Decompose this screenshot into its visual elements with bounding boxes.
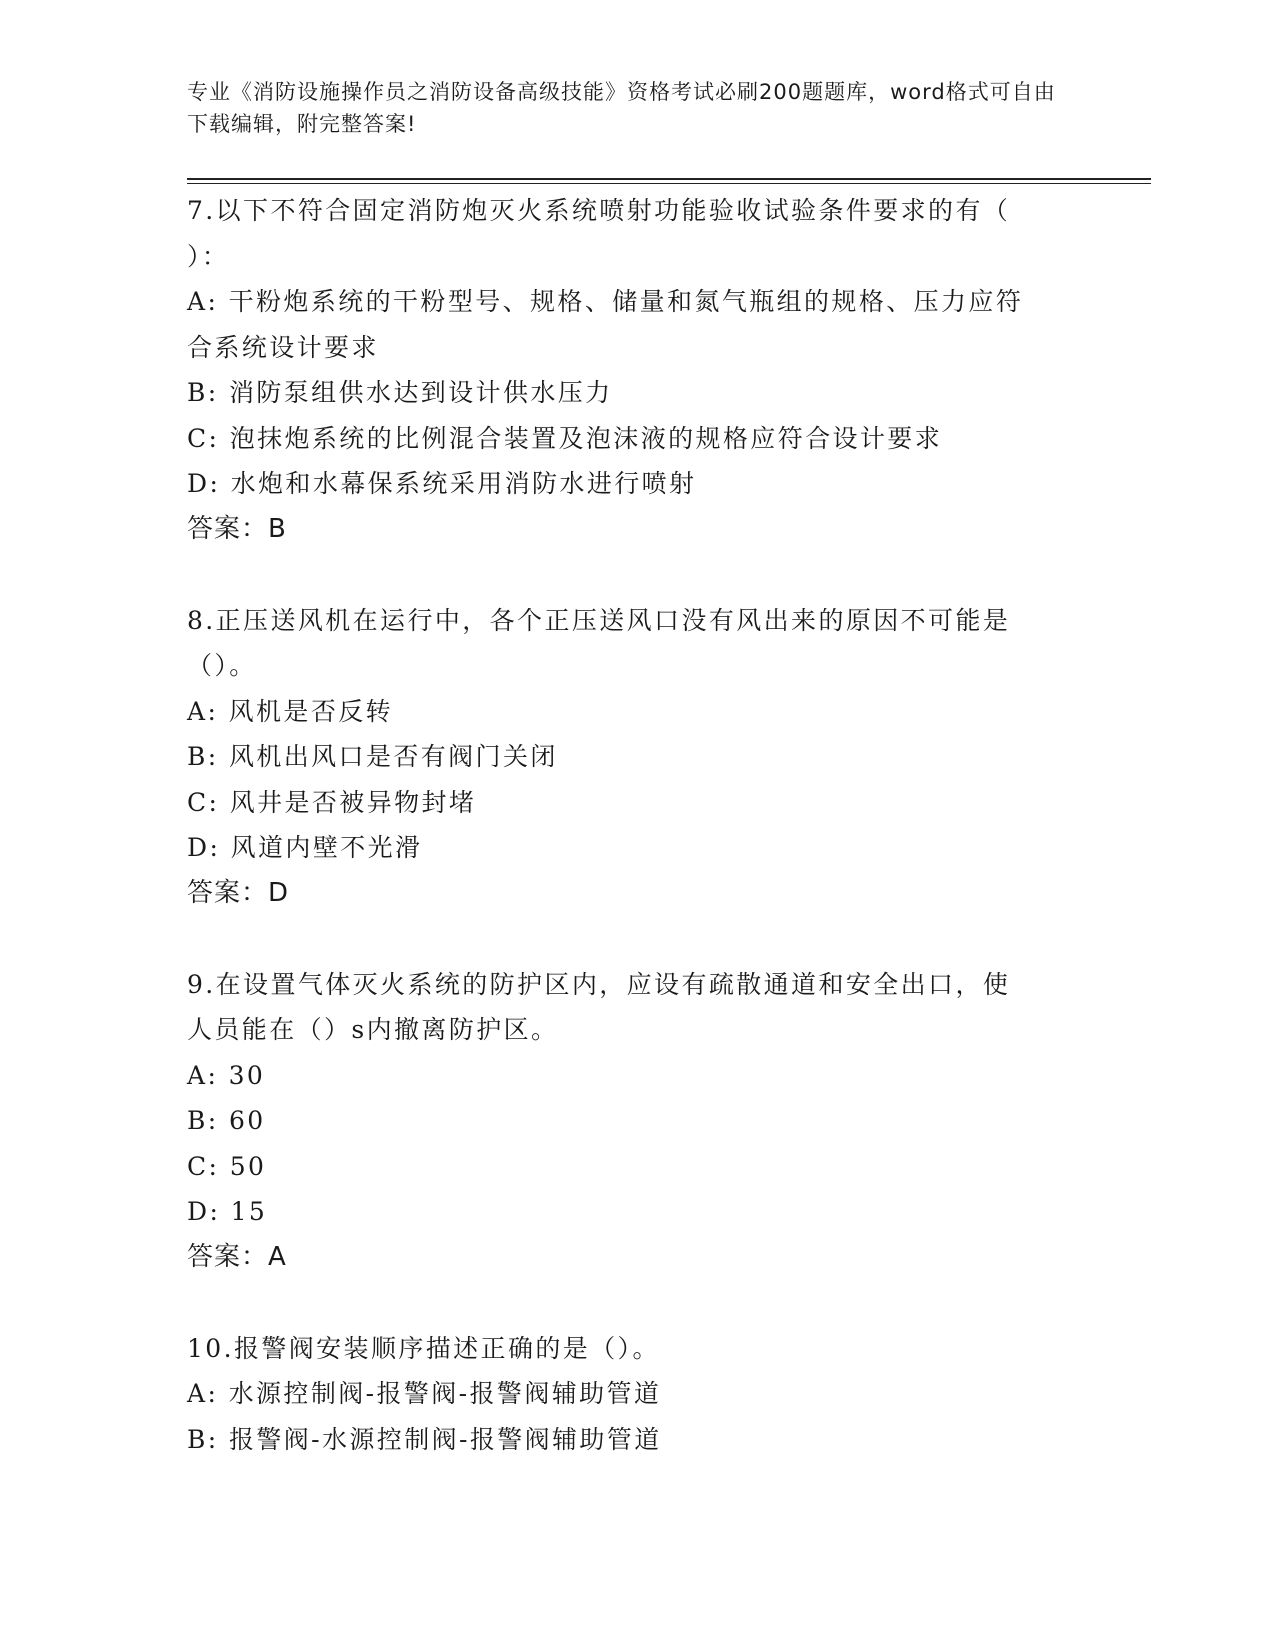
option-c: C: 泡抹炮系统的比例混合装置及泡沫液的规格应符合设计要求 — [187, 423, 943, 453]
question-list — [187, 188, 1087, 1462]
option-a: A: 干粉炮系统的干粉型号、规格、储量和氮气瓶组的规格、压力应符 合系统设计要求 — [187, 287, 1024, 362]
question-10 — [187, 1326, 1087, 1463]
question-spacer — [187, 552, 1087, 598]
answer: 答案：B — [187, 513, 287, 544]
question-spacer — [187, 1280, 1087, 1326]
option-d: D: 水炮和水幕保系统采用消防水进行喷射 — [187, 469, 697, 498]
option-c: C: 风井是否被异物封堵 — [187, 787, 477, 817]
header-divider-thick — [187, 178, 1151, 180]
option-b: B: 风机出风口是否有阀门关闭 — [187, 742, 558, 771]
question-9 — [187, 962, 1087, 1281]
answer: 答案：D — [187, 877, 290, 908]
option-b: B: 消防泵组供水达到设计供水压力 — [187, 378, 613, 407]
option-b: B: 报警阀-水源控制阀-报警阀辅助管道 — [187, 1424, 662, 1454]
option-a: A: 30 — [187, 1060, 266, 1090]
question-stem: 8.正压送风机在运行中，各个正压送风口没有风出来的原因不可能是 （）。 — [187, 605, 1011, 680]
answer: 答案：A — [187, 1241, 287, 1272]
question-spacer — [187, 916, 1087, 962]
option-d: D: 15 — [187, 1197, 268, 1226]
option-a: A: 风机是否反转 — [187, 696, 394, 726]
question-8 — [187, 598, 1087, 917]
option-a: A: 水源控制阀-报警阀-报警阀辅助管道 — [187, 1379, 662, 1408]
question-stem: 7.以下不符合固定消防炮灭火系统喷射功能验收试验条件要求的有（ ）： — [187, 196, 1011, 271]
document-header: 专业《消防设施操作员之消防设备高级技能》资格考试必刷200题题库，word格式可自由下载编辑，附完整答案! — [187, 80, 1056, 136]
option-d: D: 风道内壁不光滑 — [187, 833, 423, 862]
question-stem: 10.报警阀安装顺序描述正确的是（）。 — [187, 1333, 660, 1363]
question-stem: 9.在设置气体灭火系统的防护区内，应设有疏散通道和安全出口，使 人员能在（）s内撤离防护区。 — [187, 969, 1011, 1044]
option-c: C: 50 — [187, 1151, 267, 1181]
option-b: B: 60 — [187, 1106, 266, 1135]
question-7 — [187, 188, 1087, 552]
header-divider-thin — [187, 183, 1151, 184]
